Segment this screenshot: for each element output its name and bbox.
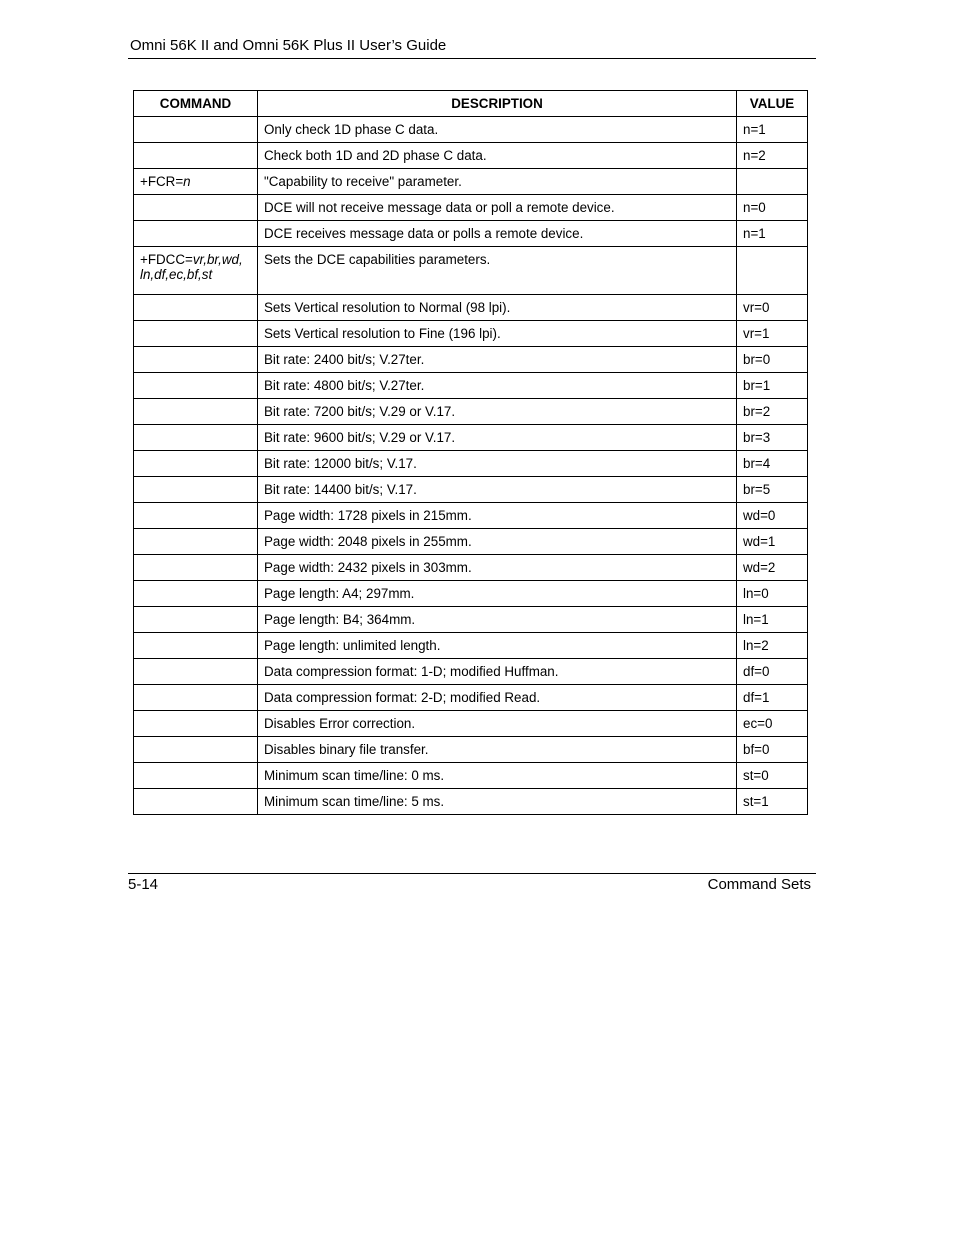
page-number: 5-14 bbox=[128, 876, 159, 893]
table-row bbox=[134, 633, 808, 659]
column-header-command: COMMAND bbox=[134, 91, 258, 117]
command-cell bbox=[134, 117, 258, 143]
table-row bbox=[134, 763, 808, 789]
description-cell: Bit rate: 9600 bit/s; V.29 or V.17. bbox=[258, 425, 737, 451]
table-row bbox=[134, 659, 808, 685]
command-cell bbox=[134, 425, 258, 451]
command-table bbox=[133, 90, 808, 815]
description-cell: Disables binary file transfer. bbox=[258, 737, 737, 763]
section-name: Command Sets bbox=[707, 876, 811, 893]
value-cell: wd=2 bbox=[737, 555, 808, 581]
command-cell bbox=[134, 143, 258, 169]
description-cell: Only check 1D phase C data. bbox=[258, 117, 737, 143]
command-cell bbox=[134, 763, 258, 789]
value-cell: wd=1 bbox=[737, 529, 808, 555]
value-cell: ec=0 bbox=[737, 711, 808, 737]
column-header-value: VALUE bbox=[737, 91, 808, 117]
table-header-row bbox=[134, 91, 808, 117]
value-cell: bf=0 bbox=[737, 737, 808, 763]
table-row bbox=[134, 789, 808, 815]
command-parameter: vr,br,wd, bbox=[192, 252, 243, 267]
description-cell: Bit rate: 14400 bit/s; V.17. bbox=[258, 477, 737, 503]
table-row bbox=[134, 503, 808, 529]
command-cell bbox=[134, 711, 258, 737]
footer-divider bbox=[128, 873, 816, 874]
command-prefix: +FDCC= bbox=[140, 252, 193, 267]
command-cell bbox=[134, 737, 258, 763]
description-cell: Page length: A4; 297mm. bbox=[258, 581, 737, 607]
table-row bbox=[134, 221, 808, 247]
command-cell bbox=[134, 789, 258, 815]
description-cell: DCE receives message data or polls a remote device. bbox=[258, 221, 737, 247]
description-cell: Bit rate: 7200 bit/s; V.29 or V.17. bbox=[258, 399, 737, 425]
table-row bbox=[134, 607, 808, 633]
table-row bbox=[134, 555, 808, 581]
value-cell: vr=0 bbox=[737, 295, 808, 321]
value-cell: n=1 bbox=[737, 221, 808, 247]
value-cell: br=2 bbox=[737, 399, 808, 425]
table-row bbox=[134, 711, 808, 737]
description-cell: "Capability to receive" parameter. bbox=[258, 169, 737, 195]
command-cell bbox=[134, 503, 258, 529]
value-cell: ln=2 bbox=[737, 633, 808, 659]
value-cell: st=1 bbox=[737, 789, 808, 815]
value-cell: br=0 bbox=[737, 347, 808, 373]
description-cell: Page length: B4; 364mm. bbox=[258, 607, 737, 633]
command-cell bbox=[134, 221, 258, 247]
value-cell: n=2 bbox=[737, 143, 808, 169]
value-cell: df=1 bbox=[737, 685, 808, 711]
command-cell bbox=[134, 321, 258, 347]
description-cell: Bit rate: 4800 bit/s; V.27ter. bbox=[258, 373, 737, 399]
value-cell bbox=[737, 169, 808, 195]
table-row bbox=[134, 347, 808, 373]
description-cell: Minimum scan time/line: 0 ms. bbox=[258, 763, 737, 789]
table-row bbox=[134, 195, 808, 221]
command-parameter: n bbox=[183, 174, 191, 189]
header-divider bbox=[128, 58, 816, 59]
value-cell: ln=0 bbox=[737, 581, 808, 607]
value-cell: vr=1 bbox=[737, 321, 808, 347]
value-cell: br=3 bbox=[737, 425, 808, 451]
description-cell: Data compression format: 2-D; modified Read. bbox=[258, 685, 737, 711]
table-row bbox=[134, 247, 808, 295]
table-row bbox=[134, 685, 808, 711]
page-header-title: Omni 56K II and Omni 56K Plus II User’s Guide bbox=[130, 37, 447, 54]
command-cell bbox=[134, 633, 258, 659]
description-cell: Sets the DCE capabilities parameters. bbox=[258, 247, 737, 295]
command-cell bbox=[134, 529, 258, 555]
command-cell bbox=[134, 477, 258, 503]
description-cell: Bit rate: 12000 bit/s; V.17. bbox=[258, 451, 737, 477]
value-cell bbox=[737, 247, 808, 295]
description-cell: DCE will not receive message data or poll a remote device. bbox=[258, 195, 737, 221]
command-cell bbox=[134, 347, 258, 373]
table-row bbox=[134, 321, 808, 347]
table-row bbox=[134, 529, 808, 555]
description-cell: Page width: 1728 pixels in 215mm. bbox=[258, 503, 737, 529]
table-row bbox=[134, 373, 808, 399]
command-prefix: +FCR= bbox=[140, 174, 184, 189]
value-cell: br=5 bbox=[737, 477, 808, 503]
description-cell: Data compression format: 1-D; modified Huffman. bbox=[258, 659, 737, 685]
table-row bbox=[134, 295, 808, 321]
command-cell bbox=[134, 399, 258, 425]
table-row bbox=[134, 117, 808, 143]
description-cell: Page width: 2432 pixels in 303mm. bbox=[258, 555, 737, 581]
table-row bbox=[134, 399, 808, 425]
value-cell: st=0 bbox=[737, 763, 808, 789]
table-row bbox=[134, 581, 808, 607]
command-cell bbox=[134, 659, 258, 685]
command-parameter-continued: ln,df,ec,bf,st bbox=[140, 267, 213, 282]
command-cell bbox=[134, 195, 258, 221]
description-cell: Check both 1D and 2D phase C data. bbox=[258, 143, 737, 169]
command-cell bbox=[134, 169, 258, 195]
value-cell: ln=1 bbox=[737, 607, 808, 633]
command-cell bbox=[134, 451, 258, 477]
description-cell: Minimum scan time/line: 5 ms. bbox=[258, 789, 737, 815]
command-cell bbox=[134, 373, 258, 399]
description-cell: Page width: 2048 pixels in 255mm. bbox=[258, 529, 737, 555]
column-header-description: DESCRIPTION bbox=[258, 91, 737, 117]
value-cell: n=0 bbox=[737, 195, 808, 221]
value-cell: n=1 bbox=[737, 117, 808, 143]
value-cell: wd=0 bbox=[737, 503, 808, 529]
description-cell: Page length: unlimited length. bbox=[258, 633, 737, 659]
table-row bbox=[134, 737, 808, 763]
value-cell: br=4 bbox=[737, 451, 808, 477]
description-cell: Sets Vertical resolution to Normal (98 lpi). bbox=[258, 295, 737, 321]
description-cell: Disables Error correction. bbox=[258, 711, 737, 737]
command-cell bbox=[134, 295, 258, 321]
value-cell: df=0 bbox=[737, 659, 808, 685]
table-row bbox=[134, 451, 808, 477]
command-cell bbox=[134, 247, 258, 295]
command-cell bbox=[134, 685, 258, 711]
table-row bbox=[134, 477, 808, 503]
command-cell bbox=[134, 581, 258, 607]
table-row bbox=[134, 169, 808, 195]
command-cell bbox=[134, 555, 258, 581]
table-row bbox=[134, 425, 808, 451]
value-cell: br=1 bbox=[737, 373, 808, 399]
description-cell: Sets Vertical resolution to Fine (196 lpi). bbox=[258, 321, 737, 347]
command-cell bbox=[134, 607, 258, 633]
description-cell: Bit rate: 2400 bit/s; V.27ter. bbox=[258, 347, 737, 373]
table-row bbox=[134, 143, 808, 169]
